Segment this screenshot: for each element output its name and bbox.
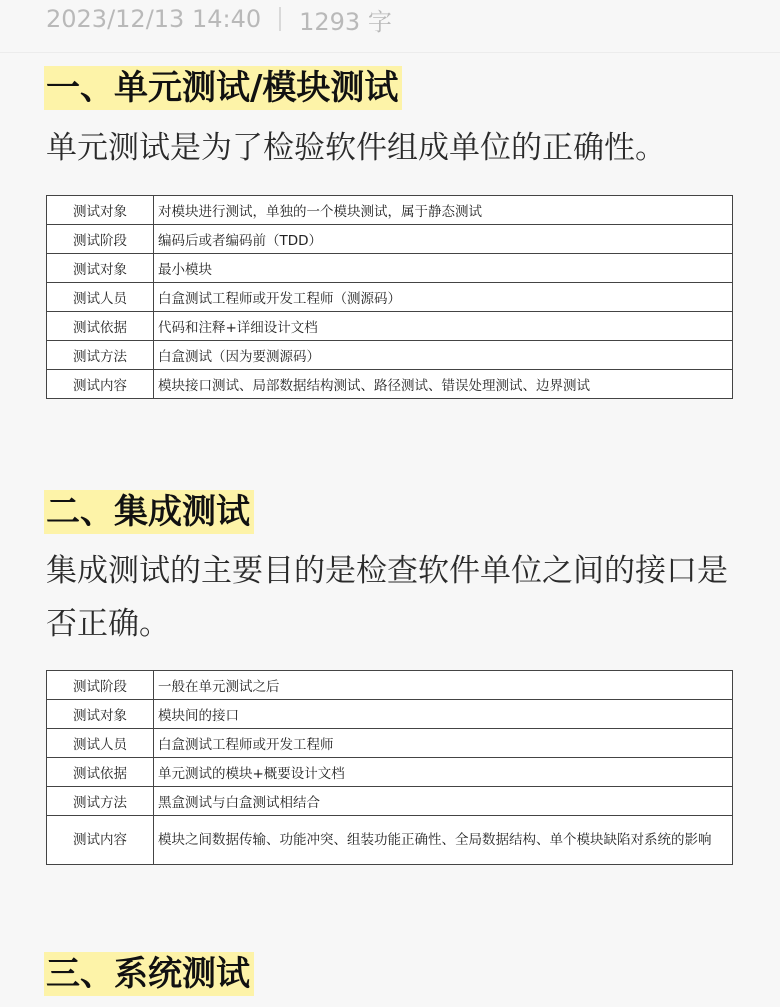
table-value-cell: 单元测试的模块+概要设计文档 — [154, 758, 733, 787]
table-value-cell: 模块之间数据传输、功能冲突、组装功能正确性、全局数据结构、单个模块缺陷对系统的影响 — [154, 816, 733, 865]
table-value-cell: 白盒测试工程师或开发工程师 — [154, 729, 733, 758]
section-heading-unit-test: 一、单元测试/模块测试 — [44, 66, 402, 110]
table-key-cell: 测试方法 — [47, 341, 154, 370]
section-paragraph-integration-test: 集成测试的主要目的是检查软件单位之间的接口是否正确。 — [46, 553, 728, 642]
table-value-cell: 编码后或者编码前（TDD） — [154, 225, 733, 254]
table-row — [47, 283, 733, 312]
table-value-cell: 黑盒测试与白盒测试相结合 — [154, 787, 733, 816]
publish-datetime: 2023/12/13 14:40 — [46, 5, 262, 33]
table-row — [47, 370, 733, 399]
section-paragraph-unit-test: 单元测试是为了检验软件组成单位的正确性。 — [46, 130, 666, 166]
table-key-cell: 测试阶段 — [47, 671, 154, 700]
table-key-cell: 测试依据 — [47, 312, 154, 341]
section-heading-integration-test: 二、集成测试 — [44, 490, 254, 534]
table-key-cell: 测试对象 — [47, 700, 154, 729]
table-row — [47, 254, 733, 283]
table-row — [47, 816, 733, 865]
table-value-cell: 模块间的接口 — [154, 700, 733, 729]
table-value-cell: 白盒测试工程师或开发工程师（测源码） — [154, 283, 733, 312]
table-row — [47, 341, 733, 370]
top-divider — [0, 52, 780, 53]
table-key-cell: 测试方法 — [47, 787, 154, 816]
word-count: 1293 字 — [299, 7, 392, 36]
table-row — [47, 196, 733, 225]
table-key-cell: 测试阶段 — [47, 225, 154, 254]
unit-test-table — [46, 195, 733, 399]
table-key-cell: 测试对象 — [47, 196, 154, 225]
table-key-cell: 测试对象 — [47, 254, 154, 283]
table-row — [47, 312, 733, 341]
table-row — [47, 671, 733, 700]
table-row — [47, 729, 733, 758]
table-key-cell: 测试内容 — [47, 370, 154, 399]
table-value-cell: 白盒测试（因为要测源码） — [154, 341, 733, 370]
table-row — [47, 787, 733, 816]
table-value-cell: 最小模块 — [154, 254, 733, 283]
table-value-cell: 模块接口测试、局部数据结构测试、路径测试、错误处理测试、边界测试 — [154, 370, 733, 399]
table-value-cell: 代码和注释+详细设计文档 — [154, 312, 733, 341]
table-value-cell: 对模块进行测试，单独的一个模块测试，属于静态测试 — [154, 196, 733, 225]
table-row — [47, 225, 733, 254]
table-key-cell: 测试依据 — [47, 758, 154, 787]
meta-divider — [279, 7, 281, 31]
table-row — [47, 700, 733, 729]
table-row — [47, 758, 733, 787]
table-key-cell: 测试内容 — [47, 816, 154, 865]
article-meta — [46, 0, 392, 38]
table-key-cell: 测试人员 — [47, 283, 154, 312]
table-key-cell: 测试人员 — [47, 729, 154, 758]
integration-test-table — [46, 670, 733, 865]
table-value-cell: 一般在单元测试之后 — [154, 671, 733, 700]
section-heading-system-test: 三、系统测试 — [44, 952, 254, 996]
